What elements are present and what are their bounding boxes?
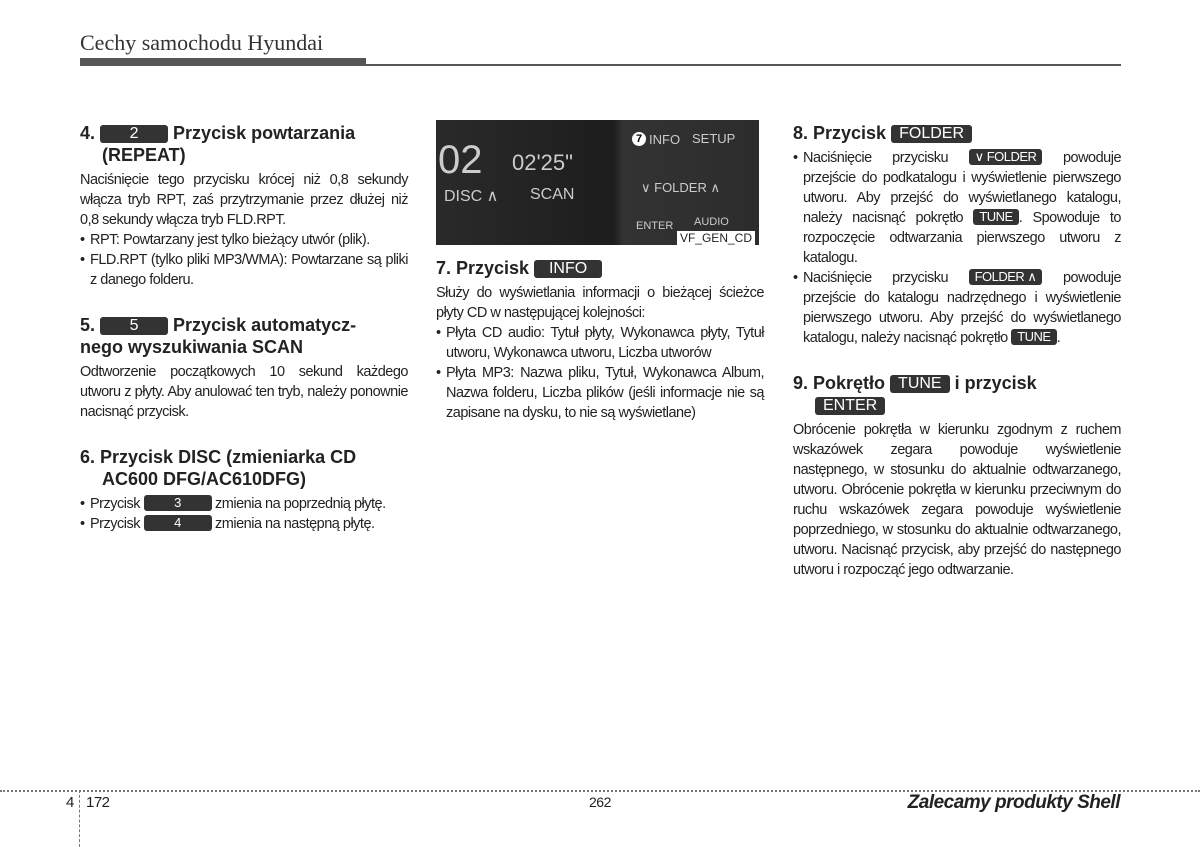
bullet-item [793,148,1121,268]
section-disc [80,446,408,534]
button-badge-5: 5 [100,317,168,335]
heading-number: 5. [80,315,96,335]
section-info [436,257,764,423]
display-time: 02'25" [512,150,573,175]
text: Przycisk [90,516,140,532]
text: Przycisk [90,496,140,512]
section-heading [80,446,408,490]
text: Naciśnięcie przycisku [803,270,949,286]
button-badge-folder: FOLDER [891,125,972,143]
heading-text-2: (REPEAT) [102,145,186,165]
section-heading [436,257,764,279]
paragraph: Odtworzenie początkowych 10 sekund każdego utworu z płyty. Aby anulować ten tryb, należy ponownie nacisnąć przycisk. [80,364,408,420]
panel-setup-label: SETUP [692,131,736,146]
heading-text-2: i przycisk [954,373,1037,393]
display-track: 02 [438,138,483,182]
bullet-item [80,514,408,534]
heading-text: 7. Przycisk [436,258,530,278]
bullet-item: • Płyta MP3: Nazwa pliku, Tytuł, Wykonawca Album, Nazwa folderu, Liczba plików (jeśli informacje nie są zapisane na dysku, to nie są wyświetlane) [436,363,764,423]
heading-text: 9. Pokrętło [793,373,886,393]
display-disc: DISC ∧ [444,188,499,205]
heading-text-2: AC600 DFG/AC610DFG) [102,469,307,489]
heading-text-2: nego wyszukiwania SCAN [80,337,304,357]
button-badge-4: 4 [144,515,212,531]
button-badge-tune: TUNE [1011,329,1056,345]
footer-slogan: Zalecamy produkty Shell [907,792,1120,813]
chapter-number: 4 [66,794,74,811]
paragraph: Obrócenie pokrętła w kierunku zgodnym z ruchem wskazówek zegara powoduje wyświetlenie następnego, w stosunku do aktualnie odtwarzanego, utworu. Obrócenie pokrętła w kierunku przeciwnym do ruchu wskazówek zegara powoduje wyświetlenie poprzedniego, w stosunku do aktualnie odtwarzanego, utworu. Nacisnąć przycisk, aby przejść do następnego utworu i rozpocząć jego odtwarzanie. [793,422,1121,578]
image-caption: VF_GEN_CD [677,231,755,245]
text: zmienia na następną płytę. [215,516,375,532]
button-badge-tune: TUNE [890,375,950,393]
bullet-item: • RPT: Powtarzany jest tylko bieżący utwór (plik). [80,230,408,250]
paragraph: Służy do wyświetlania informacji o bieżącej ścieżce płyty CD w następującej kolejności: [436,285,764,321]
column-right [793,122,1121,604]
panel-info-label: INFO [649,132,681,147]
display-scan: SCAN [530,186,575,203]
section-heading [80,314,408,358]
button-badge-enter: ENTER [815,397,885,415]
panel-audio-label: AUDIO [694,216,729,228]
page-header-title: Cechy samochodu Hyundai [80,30,324,55]
bullet-item [80,494,408,514]
heading-text: 6. Przycisk DISC (zmieniarka CD [80,447,357,467]
text: . [1056,330,1061,346]
button-badge-2: 2 [100,125,168,143]
button-badge-3: 3 [144,495,212,511]
bullet-item: • FLD.RPT (tylko pliki MP3/WMA): Powtarzane są pliki z danego folderu. [80,250,408,290]
radio-panel-image [436,120,759,245]
bullet-item [793,268,1121,348]
section-repeat [80,122,408,290]
button-badge-info: INFO [534,260,602,278]
heading-text: 8. Przycisk [793,123,887,143]
footer-divider [79,790,80,847]
section-heading [793,122,1121,144]
page-number: 172 [86,794,110,811]
text: . Spowoduje to rozpoczęcie odtwarzania pierwszego utworu z katalogu. [803,210,1121,266]
callout-number: 7 [632,132,646,146]
button-badge-tune: TUNE [973,209,1018,225]
heading-number: 4. [80,123,96,143]
column-middle [436,120,764,447]
button-badge-folder-down: ∨ FOLDER [969,149,1043,165]
section-heading [80,122,408,166]
text: zmienia na poprzednią płytę. [215,496,386,512]
panel-folder-label: ∨ FOLDER ∧ [641,180,720,195]
text: Naciśnięcie przycisku [803,150,949,166]
column-left [80,122,408,558]
section-tune [793,372,1121,580]
panel-enter-label: ENTER [636,220,674,232]
text: powoduje przejście do podkatalogu i wyświetlenie pierwszego utworu. Aby przejść do wyświetlanego katalogu, należy nacisnąć pokrętło [803,150,1122,226]
bullet-item: • Płyta CD audio: Tytuł płyty, Wykonawca płyty, Tytuł utworu, Wykonawca utworu, Liczba utworów [436,323,764,363]
section-heading [793,372,1121,416]
paragraph: Naciśnięcie tego przycisku krócej niż 0,8 sekundy włącza tryb RPT, zaś przytrzymanie przez dłużej niż 0,8 sekundy włącza tryb FLD.RPT. [80,172,408,228]
header-rule [80,64,1121,66]
text: powoduje przejście do katalogu nadrzędnego i wyświetlenie pierwszego utworu. Aby przejść do wyświetlanego katalogu, należy nacisnąć pokrętło [803,270,1122,346]
section-scan [80,314,408,422]
section-folder [793,122,1121,348]
heading-text: Przycisk powtarzania [173,123,356,143]
button-badge-folder-up: FOLDER ∧ [969,269,1043,285]
heading-text: Przycisk automatycz- [173,315,357,335]
sheet-number: 262 [589,794,611,810]
